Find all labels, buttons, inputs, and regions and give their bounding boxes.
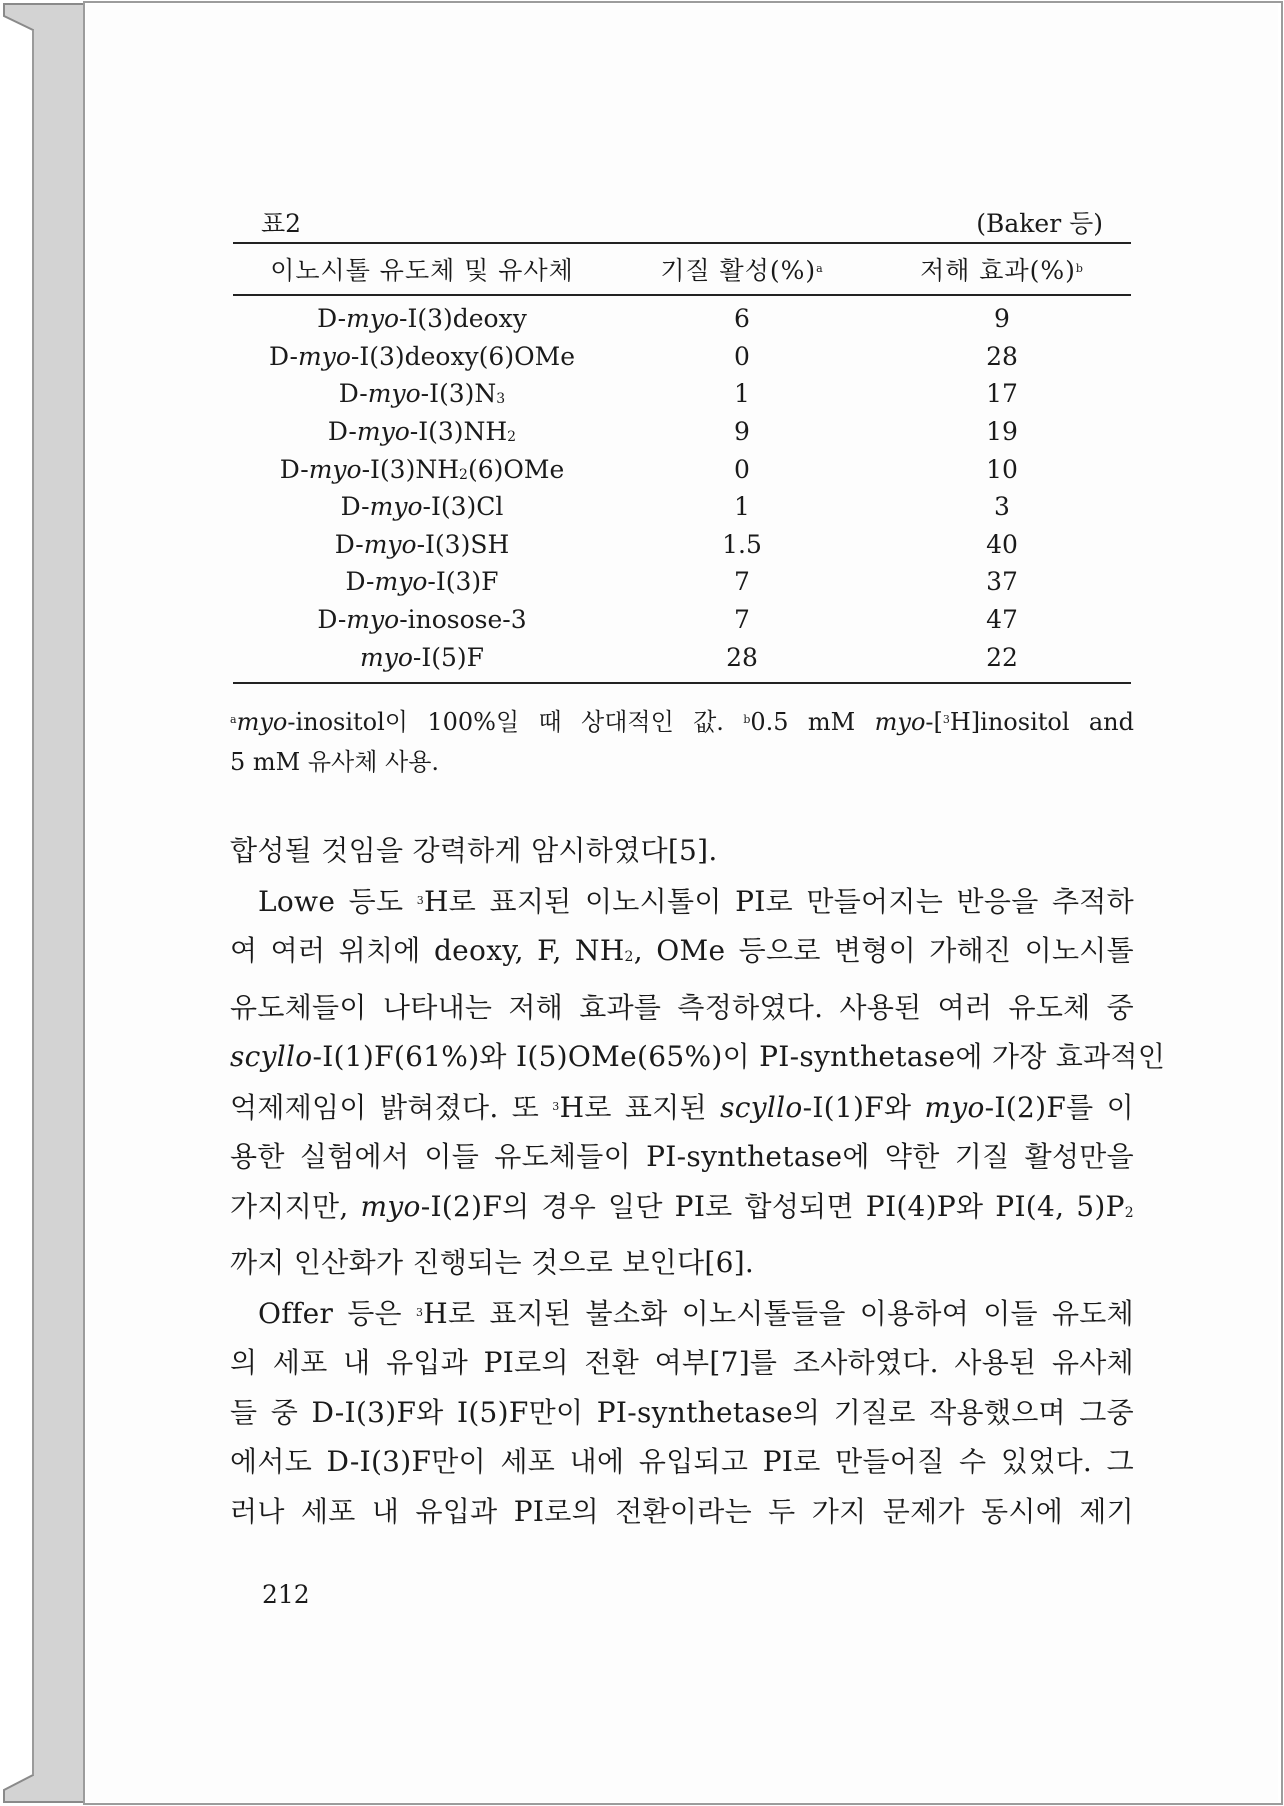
cell-inhibition: 37 <box>986 567 1018 597</box>
cell-compound: D-myo-I(3)F <box>345 567 499 597</box>
table-row <box>233 563 1131 601</box>
table-row <box>233 450 1131 488</box>
body-text <box>230 826 1166 1536</box>
text-line: 여 여러 위치에 deoxy, F, $NH_2$, OMe 등으로 변형이 가해진 이노시톨 <box>230 934 1135 967</box>
cell-compound: D-myo-I(3)SH <box>334 529 510 559</box>
cell-substrate-activity: 6 <box>734 304 750 334</box>
text-line: 의 세포 내 유입과 PI로의 전환 여부[7]를 조사하였다. 사용된 유사체 <box>230 1346 1134 1379</box>
text-line: 합성될 것임을 강력하게 암시하였다[5]. <box>230 834 718 867</box>
cell-compound: myo-I(5)F <box>233 638 611 683</box>
table-row <box>233 488 1131 526</box>
table-label: 표2 <box>261 209 302 238</box>
cell-inhibition: 19 <box>986 417 1018 447</box>
cell-substrate-activity: 0 <box>734 454 750 484</box>
cell-substrate-activity: 0 <box>734 341 750 371</box>
header-mark-a: a <box>816 262 824 275</box>
text-line: 용한 실험에서 이들 유도체들이 PI-synthetase에 약한 기질 활성만을 <box>230 1140 1134 1173</box>
cell-inhibition: 22 <box>873 638 1131 683</box>
text-line: Lowe 등도 $^3$H로 표지된 이노시톨이 PI로 만들어지는 반응을 추적하 <box>258 884 1134 918</box>
cell-compound: D-myo-I(3)deoxy <box>317 304 527 334</box>
cell-compound: $D-myo-I(3)NH_2$ <box>327 417 517 447</box>
paragraph-3 <box>230 1288 1134 1537</box>
header-mark-b: b <box>1075 262 1084 275</box>
table-caption-row <box>233 204 1131 240</box>
text-line: Offer 등은 $^3$H로 표지된 불소화 이노시톨들을 이용하여 이들 유도체 <box>258 1296 1134 1330</box>
header-compound: 이노시톨 유도체 및 유사체 <box>233 243 611 295</box>
cell-inhibition: 47 <box>986 605 1018 635</box>
table-row <box>233 601 1131 639</box>
cell-compound: D-myo-I(3)deoxy(6)OMe <box>269 341 575 371</box>
table-row <box>233 375 1131 413</box>
footnote-line-2: 5 mM 유사체 사용. <box>230 748 440 776</box>
table-header-row <box>233 243 1131 295</box>
cell-substrate-activity: 1 <box>734 379 750 409</box>
text-line: scyllo-I(1)F(61%)와 I(5)OMe(65%)이 PI-synthetase에 가장 효과적인 <box>230 1040 1166 1073</box>
table-row <box>233 338 1131 376</box>
table-source: (Baker 등) <box>976 209 1103 238</box>
table-footnote <box>230 700 1134 782</box>
page-number: 212 <box>262 1580 310 1609</box>
cell-substrate-activity: 28 <box>611 638 873 683</box>
cell-compound: D-myo-I(3)Cl <box>340 492 504 522</box>
header-substrate-activity: 기질 활성(%)$^a$ <box>611 243 873 295</box>
text-line: 들 중 D-I(3)F와 I(5)F만이 PI-synthetase의 기질로 작용했으며 그중 <box>230 1395 1134 1429</box>
cell-inhibition: 40 <box>986 529 1018 559</box>
text-line: 에서도 D-I(3)F만이 세포 내에 유입되고 PI로 만들어질 수 있었다. 그 <box>230 1445 1134 1478</box>
cell-compound: D-myo-inosose-3 <box>317 605 527 635</box>
paragraph-2 <box>230 876 1166 1288</box>
cell-inhibition: 28 <box>986 341 1018 371</box>
cell-compound: $D-myo-I(3)NH_2(6)OMe$ <box>279 454 565 484</box>
cell-substrate-activity: 7 <box>734 605 750 635</box>
table-row <box>233 295 1131 338</box>
footnote-line-1: $^a$myo-inositol이 100%일 때 상대적인 값. $^b$0.5 mM myo-[$^3$H]inositol and <box>230 708 1135 736</box>
paragraph-1 <box>230 826 1134 876</box>
table-row <box>233 638 1131 683</box>
text-line: 억제제임이 밝혀졌다. 또 $^3$H로 표지된 scyllo-I(1)F와 myo-I(2)F를 이 <box>230 1090 1134 1124</box>
cell-substrate-activity: 7 <box>734 567 750 597</box>
table-row <box>233 526 1131 564</box>
text-line: 까지 인산화가 진행되는 것으로 보인다[6]. <box>230 1246 755 1279</box>
cell-inhibition: 17 <box>986 379 1018 409</box>
cell-inhibition: 10 <box>986 454 1018 484</box>
header-inhibition: 저해 효과(%)$^b$ <box>873 243 1131 295</box>
cell-inhibition: 9 <box>994 304 1010 334</box>
cell-substrate-activity: 9 <box>734 417 750 447</box>
data-table <box>233 242 1131 684</box>
text-line: 가지지만, myo-I(2)F의 경우 일단 PI로 합성되면 PI(4)P와 PI(4, $5)P_2$ <box>230 1189 1134 1223</box>
cell-substrate-activity: 1.5 <box>722 529 762 559</box>
text-line: 러나 세포 내 유입과 PI로의 전환이라는 두 가지 문제가 동시에 제기 <box>230 1494 1134 1528</box>
cell-inhibition: 3 <box>994 492 1010 522</box>
table-row <box>233 413 1131 451</box>
cell-substrate-activity: 1 <box>734 492 750 522</box>
text-line: 유도체들이 나타내는 저해 효과를 측정하였다. 사용된 여러 유도체 중 <box>230 990 1134 1024</box>
spine-side <box>4 4 84 1802</box>
cell-compound: $D-myo-I(3)N_3$ <box>338 379 506 409</box>
